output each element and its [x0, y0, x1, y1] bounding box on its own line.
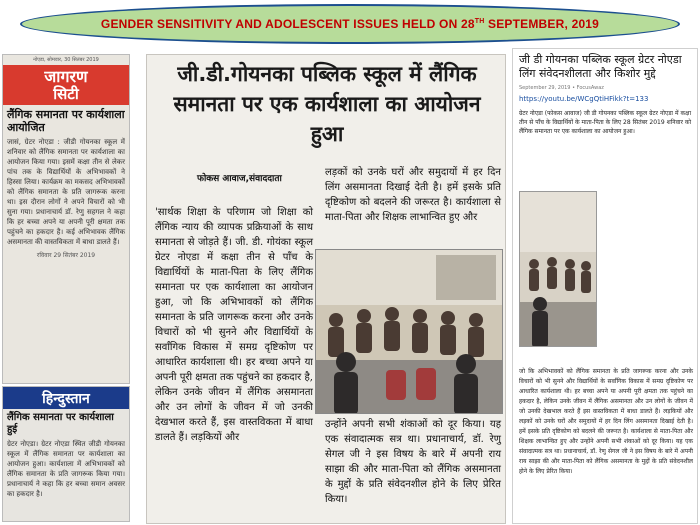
banner-title-tail: SEPTEMBER, 2019: [484, 17, 600, 31]
online-article-meta: September 29, 2019 • FocusAwaz: [519, 85, 604, 91]
online-article-clipping: [512, 48, 698, 524]
online-article-photo-image: [520, 192, 597, 347]
jagran-headline: लैंगिक समानता पर कार्यशाला आयोजित: [7, 108, 125, 134]
workshop-photo-image: [316, 250, 503, 414]
jagran-masthead: [3, 65, 129, 105]
banner-title: [101, 17, 599, 31]
title-banner: [20, 4, 680, 44]
hindustan-clipping: [2, 386, 130, 522]
jagran-clipping: [2, 54, 130, 384]
main-article-column-right-bottom: उन्होंने अपनी सभी शंकाओं को दूर किया। यह एक संवादात्मक सत्र था। प्रधानाचार्य, डॉ. रेणु सेगल जी ने इस विषय के बारे में अपनी राय साझा की और माता-पिता को लैंगिक असमानता के मुद्दों के प्रति संवेदनशील होने के लिए प्रेरित किया।: [325, 419, 501, 505]
banner-title-main: GENDER SENSITIVITY AND ADOLESCENT ISSUES HELD ON 28: [100, 17, 475, 31]
workshop-photo: [315, 249, 503, 414]
jagran-dateline: नोएडा, सोमवार, 30 सितंबर 2019: [33, 57, 99, 63]
hindustan-body: ग्रेटर नोएडा। ग्रेटर नोएडा स्थित जीडी गोयनका स्कूल में लैंगिक समानता पर कार्यशाला का आयोजन हुआ। कार्यशाला में अभिभावकों को लैंगिक समानता के प्रति जागरूक किया गया। प्रधानाचार्य ने कहा कि हर बच्चा समान अवसर का हकदार है।: [7, 440, 125, 498]
main-article-byline: फोकस आवाज,संवाददाता: [197, 174, 282, 184]
jagran-city-label: सिटी: [53, 85, 79, 103]
main-article-clipping: [146, 54, 506, 524]
jagran-body: जासं, ग्रेटर नोएडा : जीडी गोयनका स्कूल में शनिवार को लैंगिक समानता पर कार्यशाला का आयोजन किया गया। इसमें कक्षा तीन से लेकर पांच तक के विद्यार्थियों के अभिभावकों ने हिस्सा लिया। कार्यक्रम का मकसद अभिभावकों को लैंगिक समानता के प्रति जागरूक करना था। इस दौरान लोगों ने अपने विचारों को भी सुना गया। प्रधानाचार्य डॉ. रेणु सहगल ने कहा कि हर बच्चा अपने या अपनी पूरी क्षमता तक पहुंचने का हकदार है। कई अभिभावक लैंगिक असमानता की वास्तविकता में बाधा डालते हैं।: [7, 138, 125, 246]
hindustan-masthead: हिन्दुस्तान: [3, 387, 129, 409]
online-article-body: जो कि अभिभावकों को लैंगिक समानता के प्रति जागरूक करना और उनके विचारों को भी सुनने और विद्यार्थियों के सर्वांगिक विकास में समग्र दृष्टिकोण पर आधारित कार्यशाला थी। हर बच्चा अपने या अपनी पूरी क्षमता तक पहुंचने का हकदार है, लेकिन उनके जीवन में लैंगिक असमानता और उन लोगों के जीवन में जो उनकी देखभाल करते हैं इस वास्तविकता में बाधा डालते हैं। लड़कियों और लड़कों को उनके घरों और समुदायों में हर दिन लिंग असमानता दिखाई देती है। हमें इसके प्रति दृष्टिकोण को बदलने की जरूरत है। कार्यशाला से माता-पिता और शिक्षक लाभान्वित हुए और उन्होंने अपनी सभी शंकाओं को दूर किया। यह एक संवादात्मक सत्र था। प्रधानाचार्य, डॉ. रेणु सेगल जी ने इस विषय के बारे में अपनी राय साझा की और माता-पिता को लैंगिक असमानता के मुद्दों के प्रति संवेदनशील होने के लिए प्रेरित किया।: [519, 368, 693, 475]
online-article-photo: [519, 191, 597, 347]
jagran-logo: जागरण: [44, 67, 88, 86]
main-article-column-left: 'सार्थक शिक्षा के परिणाम जो शिक्षा को लैंगिक न्याय की व्यापक प्रक्रियाओं के साथ समानता से जोड़ते हैं। जी. डी. गोयंका स्कूल ग्रेटर नोएडा में कक्षा तीन से पाँच के विद्यार्थियों के माता-पिता के लिए लैंगिक समानता पर एक कार्यशाला का आयोजन हुआ, जो कि अभिभावकों को लैंगिक समानता के प्रति जागरूक करना और उनके विचारों को भी सुनने और विद्यार्थियों के सर्वांगिक विकास में समग्र दृष्टिकोण पर आधारित कार्यशाला थी। हर बच्चा अपने या अपनी पूरी क्षमता तक पहुंचने का हकदार है, लेकिन उनके जीवन में लैंगिक असमानता और उन लोगों के जीवन में जो उनकी देखभाल करते हैं, इस वास्तविकता में बाधा डालते हैं। लड़कियों और: [155, 207, 313, 443]
hindustan-headline: लैंगिक समानता पर कार्यशाला हुई: [7, 412, 114, 435]
banner-title-sup: TH: [474, 18, 485, 25]
online-article-title: जी डी गोयनका पब्लिक स्कूल ग्रेटर नोएडा लिंग संवेदनशीलता और किशोर मुद्दे: [519, 53, 682, 80]
main-article-headline: जी.डी.गोयनका पब्लिक स्कूल में लैंगिक समानता पर एक कार्यशाला का आयोजन हुआ: [173, 62, 481, 146]
online-article-intro: ग्रेटर नोएडा (फोकस आवाज) जी डी गोयनका पब्लिक स्कूल ग्रेटर नोएडा में कक्षा तीन से पाँच के विद्यार्थियों के माता-पिता के लिए 28 सितंबर 2019 शनिवार को लैंगिक समानता पर एक कार्यशाला का आयोजन हुआ।: [519, 110, 691, 135]
main-article-column-right-top: लड़कों को उनके घरों और समुदायों में हर दिन लिंग असमानता दिखाई देती है। हमें इसके प्रति दृष्टिकोण को बदलने की जरूरत है। कार्यशाला से माता-पिता और शिक्षक लाभान्वित हुए और: [325, 167, 501, 223]
jagran-date: रविवार 29 सितंबर 2019: [36, 252, 96, 259]
youtube-link[interactable]: https://youtu.be/WCgQtiHFikk?t=133: [519, 95, 649, 103]
